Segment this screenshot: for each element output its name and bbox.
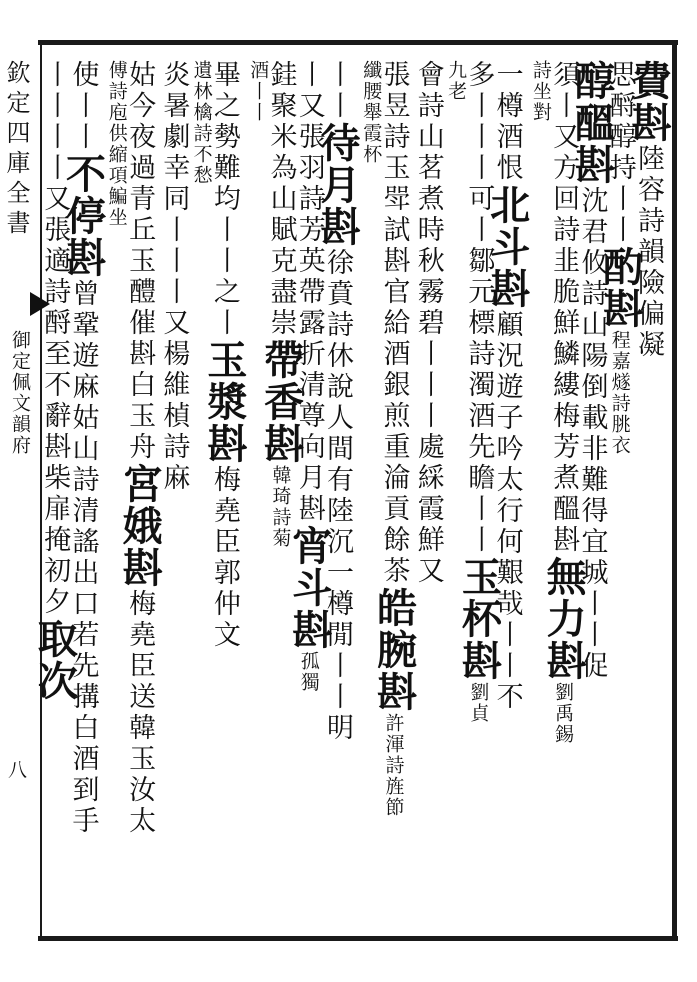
text-run: 梅堯臣送韓玉汝太 bbox=[124, 589, 156, 837]
text-run: 韓琦詩菊 bbox=[269, 465, 292, 549]
text-run: 劉貞 bbox=[467, 682, 490, 724]
text-run: 劉禹錫 bbox=[552, 682, 575, 745]
text-column bbox=[568, 60, 616, 940]
text-run: 酒丨丨 bbox=[247, 60, 270, 123]
headword: 斟 bbox=[624, 102, 672, 144]
folio-number: 八 bbox=[5, 760, 27, 779]
text-run: 炎暑劇幸同丨丨丨又楊維楨詩麻 bbox=[158, 60, 190, 494]
text-column bbox=[527, 60, 555, 940]
book-title: 御定佩文韻府 bbox=[9, 330, 31, 456]
text-run: 使丨丨 bbox=[67, 60, 99, 153]
text-run: 陸容詩韻險偏凝 bbox=[632, 144, 664, 361]
headword: 宮娥斟 bbox=[116, 463, 164, 589]
text-run: 丨丨丨丨又張適詩酹至不辭斟柴扉掩初夕 bbox=[39, 60, 71, 618]
text-column bbox=[59, 60, 107, 940]
headword: 斟 bbox=[568, 144, 616, 186]
text-column bbox=[414, 60, 442, 940]
text-column bbox=[244, 60, 272, 940]
text-column bbox=[313, 60, 361, 940]
headword: 北斗斟 bbox=[483, 184, 531, 310]
text-column bbox=[596, 60, 644, 940]
text-run: 思酹醇持丨丨 bbox=[604, 60, 636, 246]
text-run: 詩坐對 bbox=[529, 60, 552, 123]
text-run: 纖腰舉霞杯 bbox=[360, 60, 383, 165]
text-run: 丨又張羽詩芳英帶露折清尊向月斟 bbox=[293, 60, 325, 525]
text-run: 九老 bbox=[445, 60, 468, 102]
text-run: 許渾詩旌節 bbox=[382, 713, 405, 818]
text-run: 銈聚米為山賦克盡崇 bbox=[265, 60, 297, 339]
headword: 皓腕斟 bbox=[370, 587, 418, 713]
headword: 帶香斟 bbox=[257, 339, 305, 465]
text-run: 沈君攸詩山陽倒載非難得宜城丨丨促 bbox=[576, 186, 608, 682]
text-column bbox=[624, 60, 672, 940]
text-run: 丨丨 bbox=[321, 60, 353, 122]
headword: 酌 bbox=[596, 246, 644, 288]
text-run: 遺林檎詩不愁 bbox=[190, 60, 213, 186]
headword: 無力斟 bbox=[540, 556, 588, 682]
text-column bbox=[103, 60, 131, 940]
text-run: 孤獨 bbox=[297, 651, 320, 693]
headword: 取次 bbox=[31, 618, 79, 702]
headword: 待月斟 bbox=[313, 122, 361, 248]
collection-title: 欽定四庫全書 bbox=[2, 60, 30, 240]
text-run: 多丨丨丨 bbox=[463, 60, 495, 184]
text-column bbox=[31, 60, 79, 940]
text-run: 張昱詩玉斝試斟官給酒銀煎重淪貢餘茶 bbox=[378, 60, 410, 587]
text-column bbox=[158, 60, 190, 940]
headword: 醇 bbox=[568, 60, 616, 102]
text-run: 傅詩庖供縮項鯿坐 bbox=[105, 60, 128, 228]
headword: 醞 bbox=[568, 102, 616, 144]
text-column bbox=[187, 60, 215, 940]
text-run: 一樽酒恨 bbox=[491, 60, 523, 184]
text-column bbox=[285, 60, 333, 940]
top-border bbox=[38, 40, 678, 45]
headword: 宵斗斟 bbox=[285, 525, 333, 651]
text-run: 姑今夜過青丘玉醴催斟白玉舟 bbox=[124, 60, 156, 463]
text-run: 梅堯臣郭仲文 bbox=[208, 465, 240, 651]
text-run: 畢之勢難均丨丨之丨 bbox=[208, 60, 240, 339]
text-column bbox=[442, 60, 470, 940]
text-column bbox=[357, 60, 385, 940]
text-run: 可丨鄒元標詩濁酒先瞻丨丨 bbox=[463, 184, 495, 556]
text-run: 須丨又方回詩韭脆鮮鱗縷梅芳煮醞斟 bbox=[548, 60, 580, 556]
text-run: 會詩山茗煮時秋霧碧丨丨丨處綵霞鮮又 bbox=[412, 60, 444, 587]
headword: 斟 bbox=[596, 288, 644, 330]
text-run: 曾鞏遊麻姑山詩清謠出口若先搆白酒到手 bbox=[67, 279, 99, 837]
text-run: 徐賁詩休說人間有陸沉一樽閒丨丨明 bbox=[321, 248, 353, 744]
headword: 不停斟 bbox=[59, 153, 107, 279]
headword: 費 bbox=[624, 60, 672, 102]
text-run: 顧況遊子吟太行何艱哉丨丨不 bbox=[491, 310, 523, 713]
text-run: 程嘉燧詩朓衣 bbox=[608, 330, 631, 456]
headword: 玉漿斟 bbox=[200, 339, 248, 465]
headword: 玉杯斟 bbox=[455, 556, 503, 682]
right-border bbox=[672, 40, 677, 941]
text-column bbox=[483, 60, 531, 940]
